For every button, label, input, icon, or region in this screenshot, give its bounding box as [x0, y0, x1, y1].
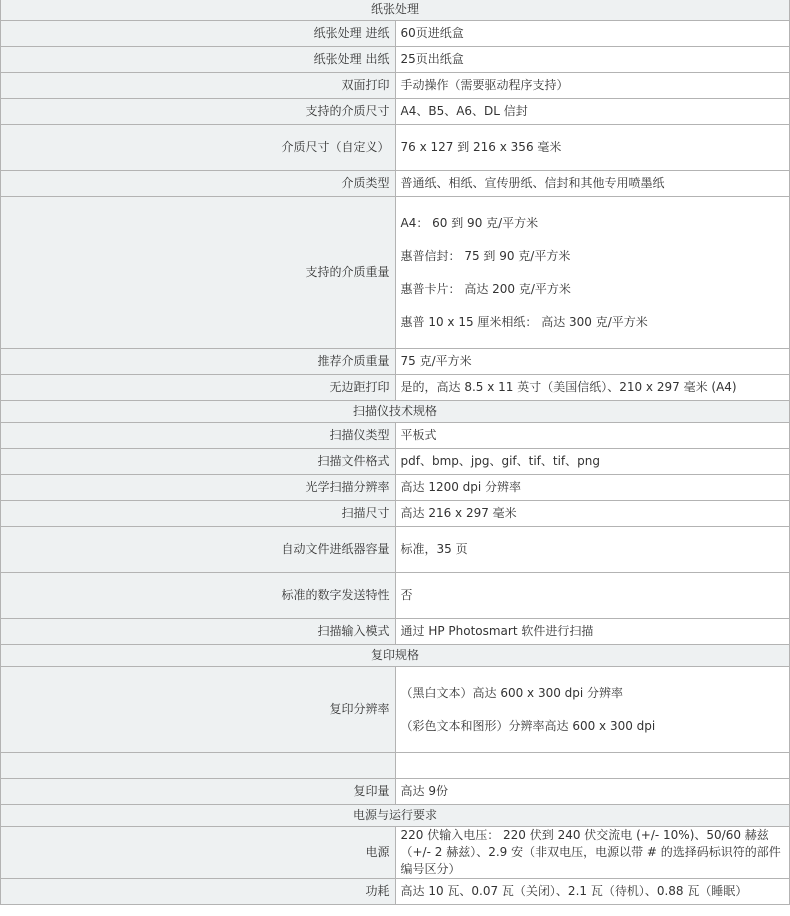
row-label: 功耗 [1, 879, 396, 905]
section-title: 复印规格 [1, 645, 790, 667]
table-row [1, 667, 790, 753]
row-label: 纸张处理 进纸 [1, 21, 396, 47]
row-value: A4、B5、A6、DL 信封 [395, 99, 790, 125]
row-value: 高达 10 瓦、0.07 瓦（关闭）、2.1 瓦（待机）、0.88 瓦（睡眠） [395, 879, 790, 905]
section-header-row [1, 401, 790, 423]
table-row [1, 375, 790, 401]
row-value: 否 [395, 573, 790, 619]
table-row [1, 779, 790, 805]
value-line: 惠普 10 x 15 厘米相纸： 高达 300 克/平方米 [400, 314, 648, 329]
table-row [1, 827, 790, 879]
row-label: 双面打印 [1, 73, 396, 99]
row-label: 自动文件进纸器容量 [1, 527, 396, 573]
row-value: pdf、bmp、jpg、gif、tif、tif、png [395, 449, 790, 475]
row-value: 75 克/平方米 [395, 349, 790, 375]
row-label: 复印量 [1, 779, 396, 805]
row-value: 是的，高达 8.5 x 11 英寸（美国信纸）、210 x 297 毫米 (A4) [395, 375, 790, 401]
row-value: 76 x 127 到 216 x 356 毫米 [395, 125, 790, 171]
table-row [1, 475, 790, 501]
row-label: 推荐介质重量 [1, 349, 396, 375]
row-label: 介质尺寸（自定义） [1, 125, 396, 171]
table-row [1, 449, 790, 475]
row-label: 光学扫描分辨率 [1, 475, 396, 501]
section-header-row [1, 0, 790, 21]
row-label: 扫描仪类型 [1, 423, 396, 449]
value-line: （黑白文本）高达 600 x 300 dpi 分辨率 [400, 685, 624, 700]
row-label [1, 753, 396, 779]
table-row [1, 47, 790, 73]
row-label: 电源 [1, 827, 396, 879]
table-row [1, 171, 790, 197]
section-title: 扫描仪技术规格 [1, 401, 790, 423]
row-value [395, 197, 790, 349]
table-row [1, 879, 790, 905]
row-value: 220 伏输入电压： 220 伏到 240 伏交流电 (+/- 10%)、50/60 赫兹（+/- 2 赫兹）、2.9 安（非双电压，电源以带 # 的选择码标识符的部件编号区分） [395, 827, 790, 879]
row-value [395, 667, 790, 753]
value-line: A4： 60 到 90 克/平方米 [400, 215, 539, 230]
section-header-row [1, 805, 790, 827]
section-title: 电源与运行要求 [1, 805, 790, 827]
row-value: 标准，35 页 [395, 527, 790, 573]
row-label: 扫描输入模式 [1, 619, 396, 645]
table-row [1, 501, 790, 527]
table-row [1, 73, 790, 99]
row-label: 扫描尺寸 [1, 501, 396, 527]
row-value: 平板式 [395, 423, 790, 449]
row-value [395, 753, 790, 779]
row-value: 25页出纸盒 [395, 47, 790, 73]
row-label: 支持的介质尺寸 [1, 99, 396, 125]
value-line: （彩色文本和图形）分辨率高达 600 x 300 dpi [400, 718, 656, 733]
table-row [1, 527, 790, 573]
row-value: 通过 HP Photosmart 软件进行扫描 [395, 619, 790, 645]
row-label: 复印分辨率 [1, 667, 396, 753]
value-line: 惠普信封： 75 到 90 克/平方米 [400, 248, 571, 263]
table-row [1, 573, 790, 619]
table-row [1, 21, 790, 47]
row-value: 高达 216 x 297 毫米 [395, 501, 790, 527]
row-value: 普通纸、相纸、宣传册纸、信封和其他专用喷墨纸 [395, 171, 790, 197]
row-label: 纸张处理 出纸 [1, 47, 396, 73]
table-row [1, 99, 790, 125]
table-row [1, 197, 790, 349]
row-label: 无边距打印 [1, 375, 396, 401]
row-label: 介质类型 [1, 171, 396, 197]
row-label: 支持的介质重量 [1, 197, 396, 349]
row-label: 标准的数字发送特性 [1, 573, 396, 619]
table-row [1, 423, 790, 449]
table-row [1, 619, 790, 645]
section-header-row [1, 645, 790, 667]
row-value: 高达 9份 [395, 779, 790, 805]
row-value: 手动操作（需要驱动程序支持） [395, 73, 790, 99]
value-line: 惠普卡片： 高达 200 克/平方米 [400, 281, 571, 296]
spec-table-body [1, 0, 790, 905]
row-label: 扫描文件格式 [1, 449, 396, 475]
table-row [1, 753, 790, 779]
section-title: 纸张处理 [1, 0, 790, 21]
table-row [1, 349, 790, 375]
row-value: 60页进纸盒 [395, 21, 790, 47]
table-row [1, 125, 790, 171]
row-value: 高达 1200 dpi 分辨率 [395, 475, 790, 501]
